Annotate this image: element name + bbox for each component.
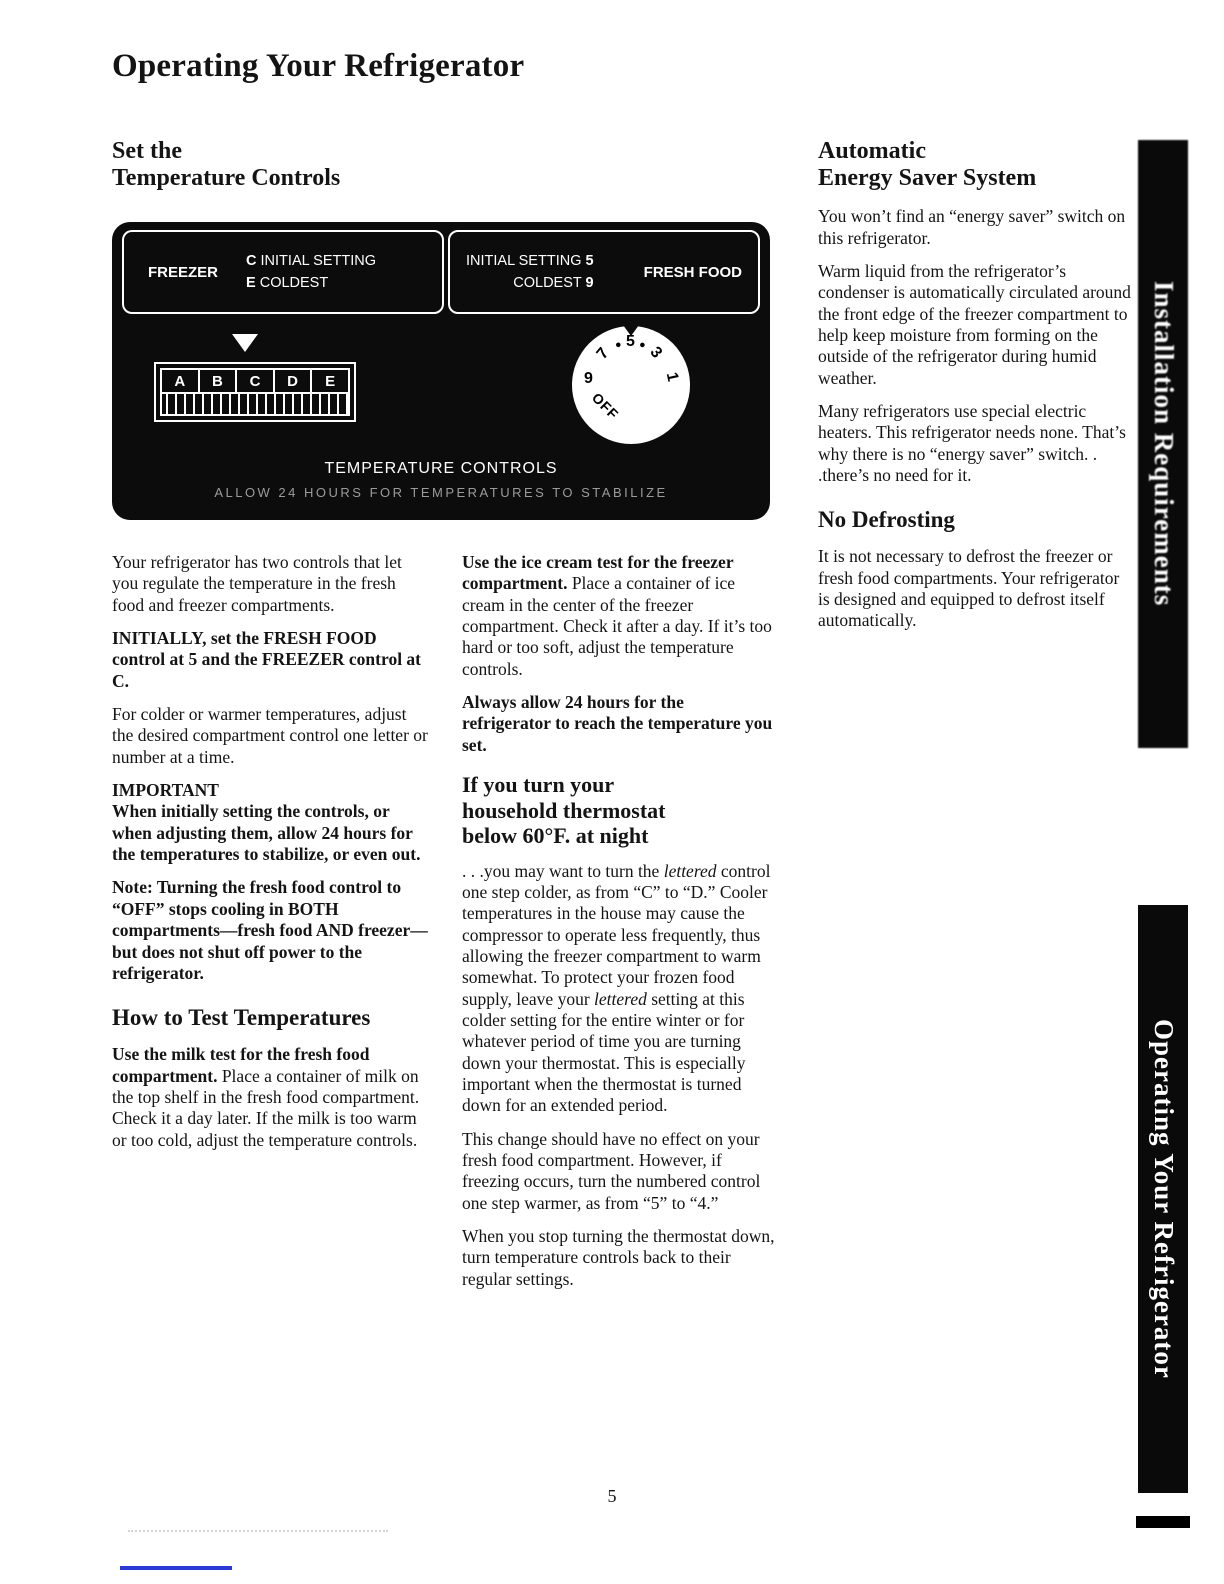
paragraph-bold: Always allow 24 hours for the refrigerator to reach the temperature you set. [462, 692, 773, 755]
page-title: Operating Your Refrigerator [112, 48, 525, 84]
paragraph [462, 552, 776, 680]
slider-letter: C [237, 370, 275, 392]
slider-letter-row [160, 368, 350, 392]
dial-number: 9 [584, 370, 593, 387]
text-run-italic: lettered [663, 860, 717, 881]
slider-pointer-icon [232, 334, 258, 352]
temperature-controls-panel [112, 222, 770, 520]
paragraph: It is not necessary to defrost the freezer or fresh food compartments. Your refrigerator is designed and equipped to defrost itself automatically. [818, 546, 1120, 631]
page-number: 5 [607, 1486, 617, 1506]
section-heading-no-defrosting: No Defrosting [818, 507, 955, 533]
slider-letter: A [162, 370, 200, 392]
fresh-coldest-num: 9 [585, 275, 594, 291]
dial-number: 7 [593, 344, 613, 363]
dial-off-label: OFF [588, 389, 623, 423]
icecream-test-lead: Use the ice cream test for the freezer compartment. [462, 552, 734, 594]
slider-letter: D [275, 370, 313, 392]
fresh-food-dial[interactable] [572, 326, 690, 444]
paragraph: You won’t find an “energy saver” switch on this refrigerator. [818, 206, 1126, 248]
heading-line: Set the [112, 138, 182, 164]
panel-caption: TEMPERATURE CONTROLS [324, 460, 558, 477]
paragraph: For colder or warmer temperatures, adjust the desired compartment control one letter or number at a time. [112, 704, 428, 767]
slider-ticks [160, 392, 350, 416]
dial-number: 1 [662, 370, 682, 384]
paragraph: When you stop turning the thermostat down, turn temperature controls back to their regular settings. [462, 1226, 775, 1289]
important-title: IMPORTANT [112, 780, 219, 801]
panel-subcaption: ALLOW 24 HOURS FOR TEMPERATURES TO STABILIZE [214, 485, 668, 500]
freezer-coldest-letter: E [246, 275, 256, 291]
tab-installation-requirements: Installation Requirements [1138, 140, 1188, 748]
paragraph-bold: INITIALLY, set the FRESH FOOD control at 5 and the FREEZER control at C. [112, 628, 422, 691]
paragraph: Your refrigerator has two controls that let you regulate the temperature in the fresh food and freezer compartments. [112, 552, 402, 615]
heading-line: Energy Saver System [818, 165, 1037, 192]
heading-line: household thermostat [462, 797, 666, 823]
column-right [818, 138, 1132, 644]
slider-letter: E [325, 373, 336, 390]
heading-line: Temperature Controls [112, 165, 341, 192]
text-run: . . .you may want to turn the [462, 860, 664, 881]
slider-letter: B [200, 370, 238, 392]
freezer-control-header [122, 230, 444, 314]
edge-index-mark [1136, 1516, 1190, 1528]
section-heading-energy-saver [818, 138, 1132, 192]
text-run: control one step colder, as from “C” to “D.” Cooler temperatures in the house may cause the compressor to operate less frequently, thus allowing the freezer compartment to warm somewhat. To protect your frozen food supply, leave your [462, 860, 771, 1009]
section-heading-thermostat [462, 772, 776, 849]
tab-operating-your-refrigerator: Operating Your Refrigerator [1138, 905, 1188, 1493]
paragraph [112, 1044, 430, 1151]
text-run-italic: lettered [594, 988, 647, 1009]
dial-dot-icon: • [635, 336, 649, 355]
heading-line: If you turn your [462, 772, 615, 798]
scan-artifact-blue-line [120, 1566, 232, 1570]
column-left [112, 552, 430, 1163]
freezer-letter-slider[interactable] [154, 362, 356, 422]
scan-artifact-dots [128, 1530, 388, 1532]
important-block [112, 780, 430, 865]
milk-test-rest: Place a container of milk on the top shelf in the fresh food compartment. Check it a day later. If the milk is too warm or too cold, adjust the temperature controls. [112, 1065, 420, 1150]
freezer-label: FREEZER [148, 263, 219, 281]
fresh-coldest-text: COLDEST [513, 275, 582, 291]
paragraph-bold: Note: Turning the fresh food control to “OFF” stops cooling in BOTH compartments—fresh food AND freezer—but does not shut off power to the refrigerator. [112, 877, 428, 983]
fresh-initial-text: INITIAL SETTING [466, 252, 582, 269]
dial-dot-icon: • [612, 336, 625, 355]
freezer-settings [246, 250, 376, 295]
heading-line: Automatic [818, 138, 926, 164]
paragraph: Warm liquid from the refrigerator’s condenser is automatically circulated around the front edge of the freezer compartment to help keep moisture from forming on the outside of the refrigerator during humid weather. [818, 260, 1131, 388]
fresh-initial-num: 5 [585, 252, 594, 269]
paragraph: Many refrigerators use special electric heaters. This refrigerator needs none. That’s why there is no “energy saver” switch. . .there’s no need for it. [818, 400, 1126, 485]
paragraph [462, 861, 776, 1117]
milk-test-lead: Use the milk test for the fresh food compartment. [112, 1044, 370, 1086]
paragraph: This change should have no effect on your fresh food compartment. However, if freezing occurs, turn the numbered control one step warmer, as from “5” to “4.” [462, 1128, 761, 1213]
column-middle [462, 552, 776, 1302]
text-run: setting at this colder setting for the entire winter or for whatever period of time you are turning down your thermostat. This is especially important when the thermostat is turned down for an extended period. [462, 988, 746, 1116]
fresh-food-label: FRESH FOOD [643, 263, 742, 281]
dial-number: 5 [626, 333, 635, 350]
dial-number: 3 [646, 343, 666, 362]
important-body: When initially setting the controls, or when adjusting them, allow 24 hours for the temperatures to stabilize, or even out. [112, 801, 421, 865]
freezer-initial-text: INITIAL SETTING [260, 252, 377, 269]
section-heading-temperature-controls [112, 138, 442, 192]
fresh-food-control-header [448, 230, 760, 314]
freezer-initial-letter: C [246, 252, 257, 269]
heading-line: below 60°F. at night [462, 823, 649, 849]
section-heading-how-to-test: How to Test Temperatures [112, 1005, 371, 1031]
freezer-coldest-text: COLDEST [259, 275, 329, 291]
fresh-food-settings [466, 250, 594, 295]
icecream-test-rest: Place a container of ice cream in the center of the freezer compartment. Check it after a day. If it’s too hard or too soft, adjust the temperature controls. [462, 573, 772, 679]
